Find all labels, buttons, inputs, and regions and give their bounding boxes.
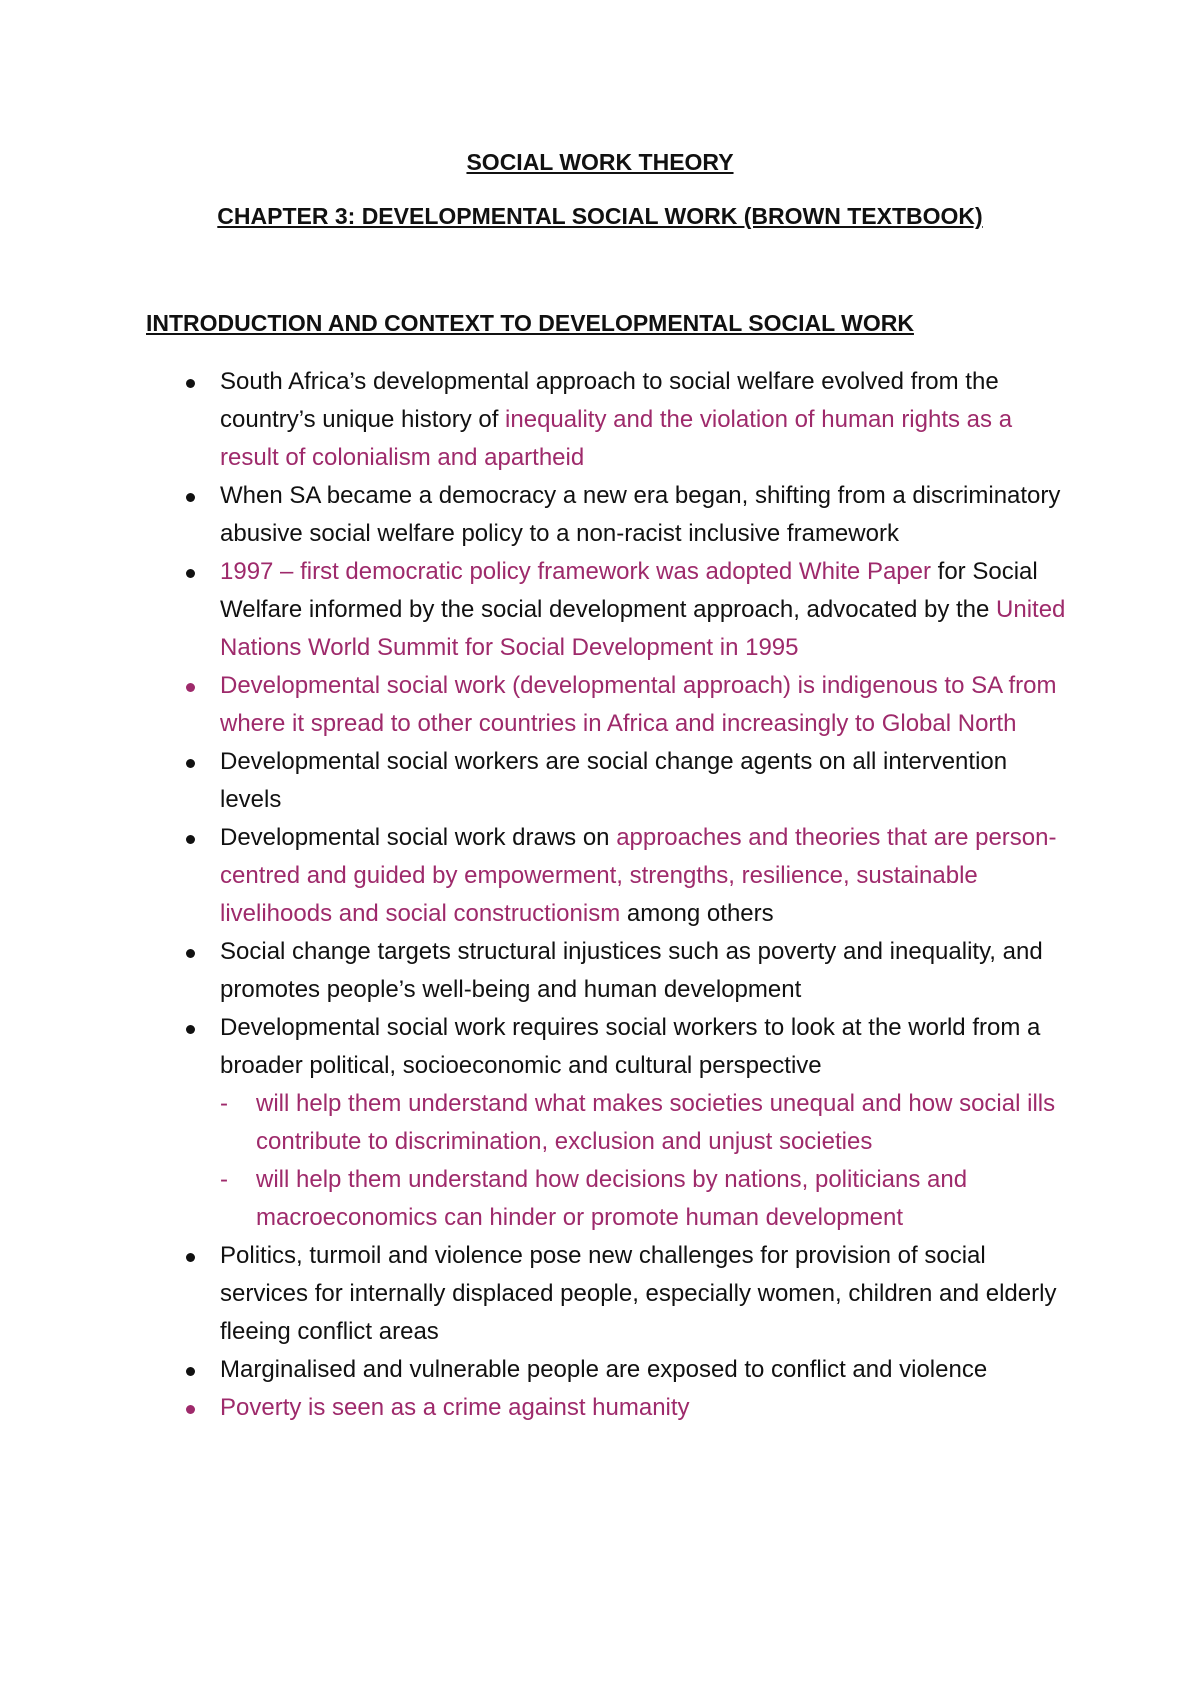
bullet-icon [186, 759, 195, 768]
item-text: When SA became a democracy a new era began, shifting from a discriminatory abusive social welfare policy to a non-racist inclusive framework [220, 482, 1061, 547]
list-item [0, 819, 1070, 933]
highlighted-text: inequality and the violation of human rights as a result of colonialism and apartheid [220, 406, 1013, 471]
list-item [0, 363, 1070, 477]
section-heading: INTRODUCTION AND CONTEXT TO DEVELOPMENTAL SOCIAL WORK [146, 310, 914, 336]
bullet-icon [186, 493, 195, 502]
item-text: Developmental social work requires social workers to look at the world from a broader political, socioeconomic and cultural perspective [220, 1014, 1041, 1079]
sub-item-text: will help them understand what makes societies unequal and how social ills contribute to discrimination, exclusion and unjust societies [256, 1090, 1056, 1155]
item-text: Social change targets structural injustices such as poverty and inequality, and promotes people’s well-being and human development [220, 938, 1043, 1003]
sub-item-text: will help them understand how decisions by nations, politicians and macroeconomics can hinder or promote human development [256, 1166, 968, 1231]
item-text: Politics, turmoil and violence pose new challenges for provision of social services for internally displaced people, especially women, children and elderly fleeing conflict areas [220, 1242, 1057, 1345]
highlighted-text: 1997 – first democratic policy framework was adopted White Paper [220, 558, 931, 585]
bullet-icon [186, 949, 195, 958]
list-item [0, 1009, 1070, 1237]
list-item [0, 1237, 1070, 1351]
list-item [0, 743, 1070, 819]
item-text: South Africa’s developmental approach to social welfare evolved from the country’s unique history of [220, 368, 999, 433]
dash-icon: - [220, 1090, 228, 1117]
list-item [0, 667, 1070, 743]
bullet-icon [186, 1405, 195, 1414]
item-text: for Social Welfare informed by the social development approach, advocated by the [220, 558, 1038, 623]
chapter-title: CHAPTER 3: DEVELOPMENTAL SOCIAL WORK (BROWN TEXTBOOK) [217, 203, 983, 229]
highlighted-text: approaches and theories that are person-centred and guided by empowerment, strengths, resilience, sustainable livelihoods and social constructionism [220, 824, 1057, 927]
list-item [0, 1351, 1070, 1389]
bullet-list [0, 363, 1200, 1427]
bullet-icon [186, 1253, 195, 1262]
bullet-icon [186, 1367, 195, 1376]
sub-list [220, 1085, 1070, 1237]
list-item [0, 553, 1070, 667]
bullet-icon [186, 1025, 195, 1034]
highlighted-text: United Nations World Summit for Social Development in 1995 [220, 596, 1066, 661]
item-text: Marginalised and vulnerable people are exposed to conflict and violence [220, 1356, 988, 1383]
bullet-icon [186, 683, 195, 692]
item-text: among others [620, 900, 774, 927]
sub-list-item [220, 1161, 1070, 1237]
bullet-icon [186, 379, 195, 388]
highlighted-text: Poverty is seen as a crime against humanity [220, 1394, 690, 1421]
bullet-icon [186, 569, 195, 578]
highlighted-text: Developmental social work (developmental approach) is indigenous to SA from where it spread to other countries in Africa and increasingly to Global North [220, 672, 1057, 737]
document-title: SOCIAL WORK THEORY [466, 149, 734, 175]
list-item [0, 933, 1070, 1009]
item-text: Developmental social work draws on [220, 824, 617, 851]
item-text: Developmental social workers are social change agents on all intervention levels [220, 748, 1008, 813]
bullet-icon [186, 835, 195, 844]
sub-list-item [220, 1085, 1070, 1161]
list-item [0, 477, 1070, 553]
list-item [0, 1389, 1070, 1427]
dash-icon: - [220, 1166, 228, 1193]
